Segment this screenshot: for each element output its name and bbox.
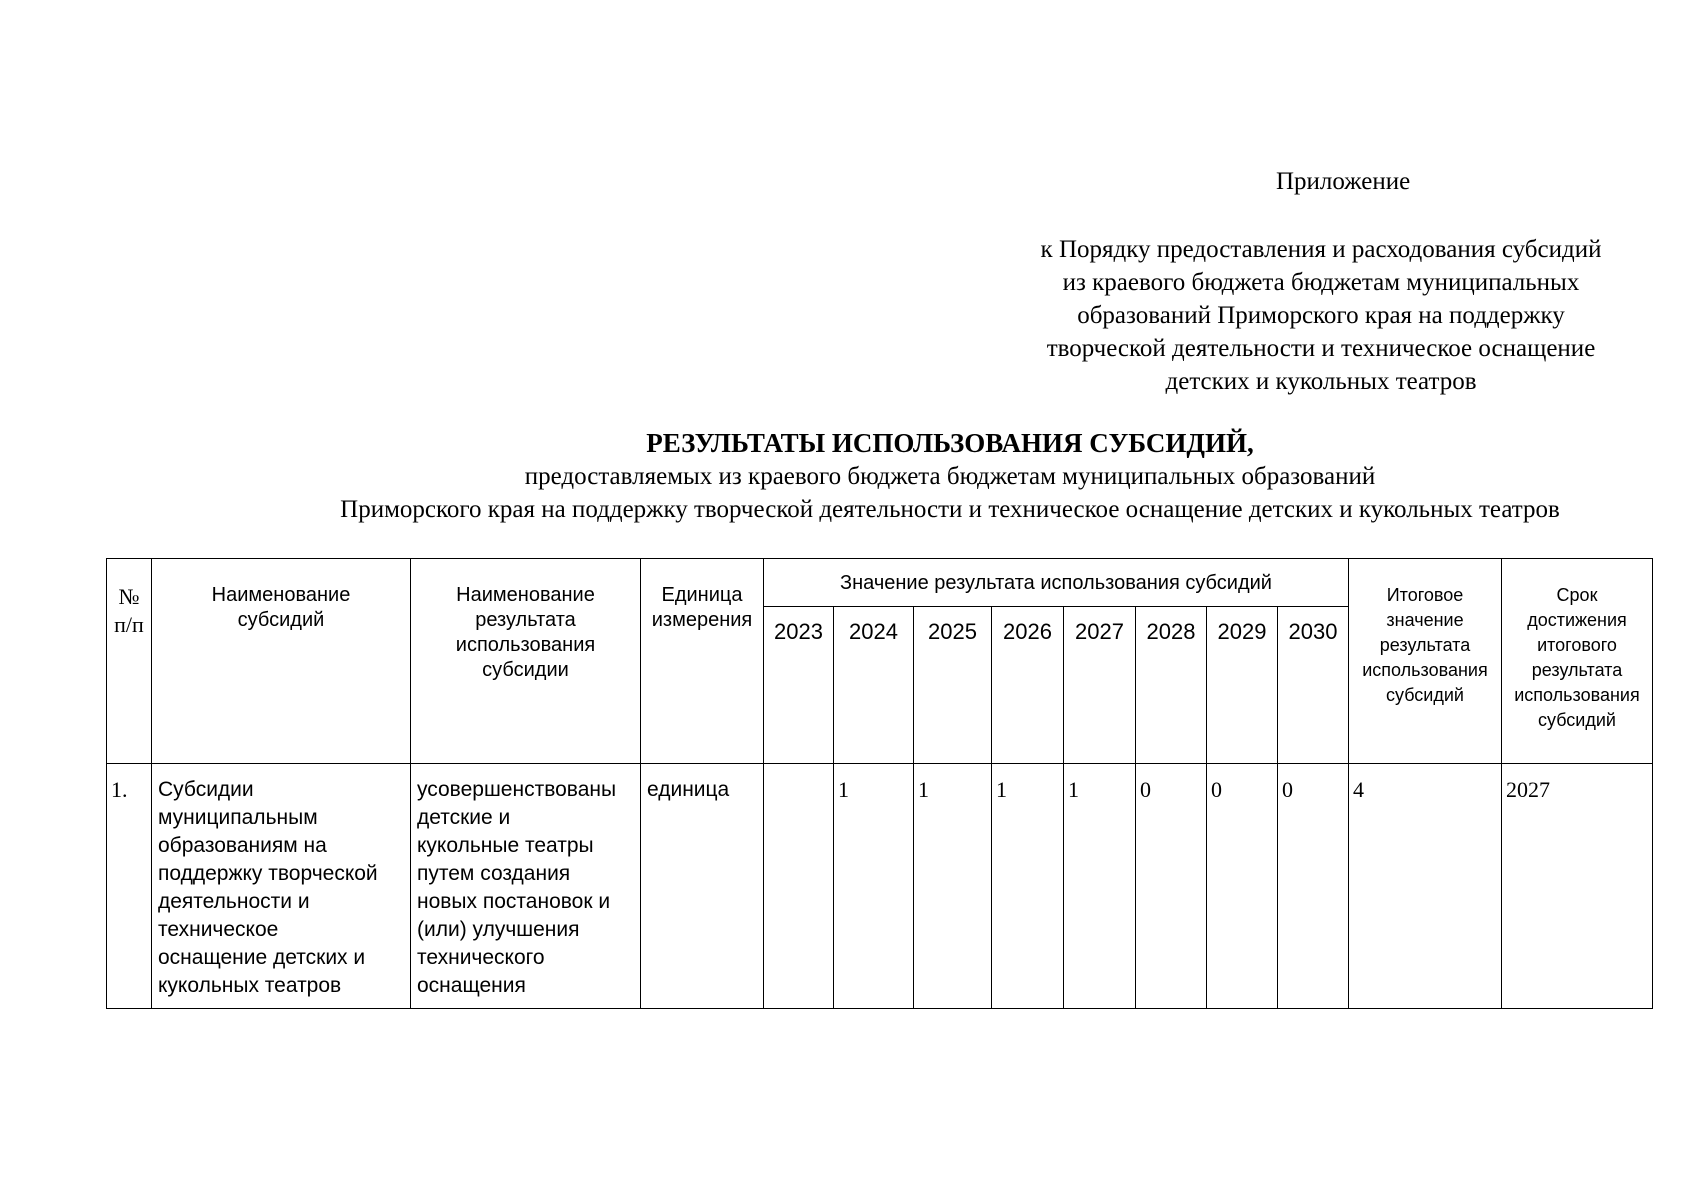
results-table	[106, 558, 1653, 1009]
header-unit	[641, 559, 764, 764]
appendix-reference	[980, 233, 1662, 398]
cell-line: оснащения	[417, 974, 526, 997]
header-line: Срок	[1556, 585, 1598, 605]
header-line: Итоговое	[1386, 585, 1464, 605]
header-year: 2030	[1278, 607, 1349, 764]
header-year: 2028	[1136, 607, 1207, 764]
header-number	[107, 559, 152, 764]
cell-line: (или) улучшения	[417, 918, 580, 941]
cell-line: новых постановок и	[417, 890, 611, 913]
cell-line: деятельности и	[158, 890, 310, 913]
header-year: 2025	[914, 607, 992, 764]
document-title: РЕЗУЛЬТАТЫ ИСПОЛЬЗОВАНИЯ СУБСИДИЙ,	[646, 428, 1254, 458]
document-subtitle: предоставляемых из краевого бюджета бюджетам муниципальных образований	[524, 463, 1376, 490]
header-line: Наименование	[456, 584, 595, 606]
header-deadline	[1502, 559, 1653, 764]
header-value-group: Значение результата использования субсидий	[764, 559, 1349, 607]
appendix-reference-line: образований Приморского края на поддержку	[1077, 302, 1565, 329]
header-line: использования	[455, 634, 596, 656]
cell-line: усовершенствованы	[417, 778, 617, 801]
header-line: Наименование	[211, 584, 351, 606]
row-year-value	[764, 764, 834, 1009]
row-final-value: 4	[1349, 764, 1502, 1009]
row-year-value: 1	[1064, 764, 1136, 1009]
header-year: 2029	[1207, 607, 1278, 764]
row-year-value: 1	[914, 764, 992, 1009]
appendix-reference-line: творческой деятельности и техническое оснащение	[1046, 335, 1596, 362]
row-year-value: 1	[992, 764, 1064, 1009]
header-year: 2024	[834, 607, 914, 764]
header-year: 2027	[1064, 607, 1136, 764]
header-subsidy-name	[152, 559, 411, 764]
cell-line: кукольных театров	[158, 974, 342, 997]
header-number-line: №	[118, 584, 140, 609]
header-line: Единица	[661, 584, 743, 606]
appendix-title: Приложение	[1276, 168, 1411, 195]
document-subtitle: Приморского края на поддержку творческой деятельности и техническое оснащение детских и кукольных театров	[340, 496, 1560, 523]
header-line: субсидий	[1386, 685, 1464, 705]
header-line: результата	[1531, 660, 1623, 680]
cell-line: Субсидии	[158, 778, 254, 801]
table-row	[107, 764, 1653, 1009]
row-year-value: 0	[1136, 764, 1207, 1009]
row-year-value: 1	[834, 764, 914, 1009]
row-number: 1.	[107, 764, 152, 1009]
header-number-line: п/п	[114, 612, 144, 637]
header-line: измерения	[651, 609, 753, 631]
header-line: субсидии	[482, 659, 569, 681]
appendix-reference-line: детских и кукольных театров	[1165, 368, 1477, 395]
header-line: использования	[1362, 660, 1488, 680]
cell-line: технического	[417, 946, 545, 969]
row-year-value: 0	[1278, 764, 1349, 1009]
header-line: субсидий	[1538, 710, 1616, 730]
header-line: субсидий	[237, 609, 325, 631]
appendix-reference-line: из краевого бюджета бюджетам муниципальных	[1062, 269, 1580, 296]
appendix-reference-line: к Порядку предоставления и расходования субсидий	[1040, 236, 1602, 263]
cell-line: образованиям на	[158, 834, 327, 857]
header-line: достижения	[1527, 610, 1627, 630]
header-final-value	[1349, 559, 1502, 764]
cell-line: техническое	[158, 918, 279, 941]
row-result-name	[411, 764, 641, 1009]
header-year: 2026	[992, 607, 1064, 764]
row-subsidy-name	[152, 764, 411, 1009]
row-deadline: 2027	[1502, 764, 1653, 1009]
cell-line: муниципальным	[158, 806, 318, 829]
row-year-value: 0	[1207, 764, 1278, 1009]
row-unit: единица	[641, 764, 764, 1009]
cell-line: оснащение детских и	[158, 946, 366, 969]
header-line: использования	[1514, 685, 1640, 705]
header-line: результата	[475, 609, 576, 631]
header-line: итогового	[1537, 635, 1617, 655]
header-year: 2023	[764, 607, 834, 764]
cell-line: кукольные театры	[417, 834, 594, 857]
cell-line: поддержку творческой	[158, 862, 378, 885]
header-line: результата	[1379, 635, 1471, 655]
cell-line: детские и	[417, 806, 511, 829]
header-result-name	[411, 559, 641, 764]
cell-line: путем создания	[417, 862, 571, 885]
header-line: значение	[1386, 610, 1464, 630]
